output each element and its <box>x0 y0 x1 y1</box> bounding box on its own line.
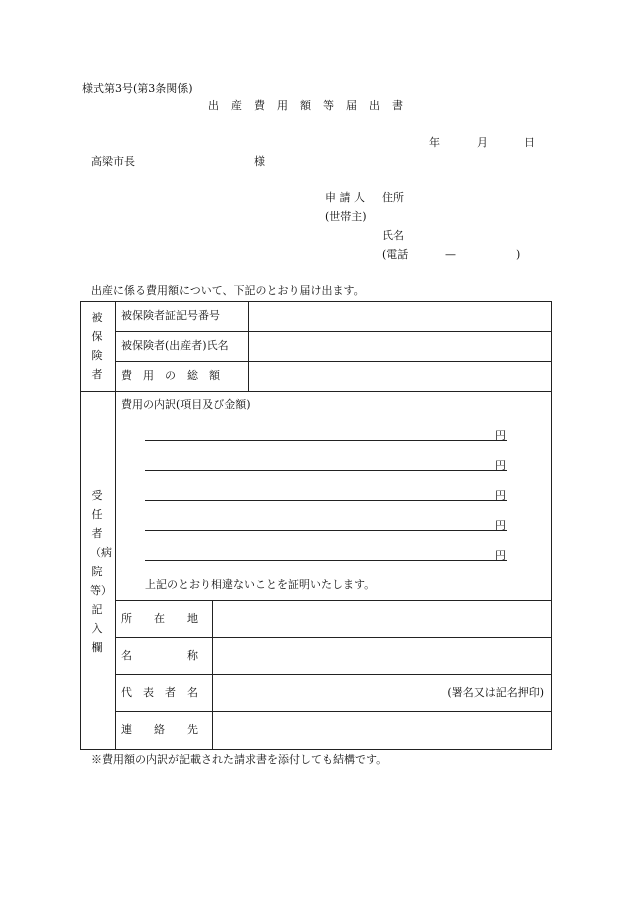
applicant-address-label: 住所 <box>382 191 404 204</box>
breakdown-line-3[interactable] <box>145 500 507 501</box>
date-day: 日 <box>524 136 535 149</box>
yen-4: 円 <box>495 519 506 532</box>
insured-id-field[interactable] <box>250 303 550 330</box>
date-month: 月 <box>477 136 488 149</box>
location-label: 所 在 地 <box>121 612 198 625</box>
representative-label: 代 表 者 名 <box>121 686 198 699</box>
addressee-honorific: 様 <box>254 155 265 168</box>
breakdown-line-2[interactable] <box>145 470 507 471</box>
breakdown-line-1[interactable] <box>145 440 507 441</box>
provider-side-label: 受任者（病院等）記入欄 <box>90 489 112 654</box>
yen-5: 円 <box>495 549 506 562</box>
contact-label: 連 絡 先 <box>121 723 198 736</box>
applicant-name-label: 氏名 <box>382 229 404 242</box>
total-cost-label: 費 用 の 総 額 <box>121 369 220 382</box>
insured-name-field[interactable] <box>250 333 550 360</box>
breakdown-line-4[interactable] <box>145 530 507 531</box>
addressee-name: 高梁市長 <box>91 155 135 168</box>
representative-field[interactable] <box>214 676 550 710</box>
provider-name-field[interactable] <box>214 639 550 673</box>
insured-side-label: 被保険者 <box>91 311 103 381</box>
signature-note: (署名又は記名押印) <box>447 686 544 699</box>
insured-name-label: 被保険者(出産者)氏名 <box>121 339 229 352</box>
certify-text: 上記のとおり相違ないことを証明いたします。 <box>145 578 376 591</box>
total-cost-field[interactable] <box>250 363 550 390</box>
applicant-phone-dash: — <box>445 248 456 261</box>
applicant-phone-close: ) <box>516 248 521 261</box>
contact-field[interactable] <box>214 713 550 748</box>
yen-2: 円 <box>495 459 506 472</box>
yen-3: 円 <box>495 489 506 502</box>
breakdown-line-5[interactable] <box>145 560 507 561</box>
form-number: 様式第3号(第3条関係) <box>82 82 193 95</box>
date-year: 年 <box>429 136 440 149</box>
page-title: 出 産 費 用 額 等 届 出 書 <box>208 99 404 112</box>
applicant-label: 申 請 人 <box>325 191 365 204</box>
location-field[interactable] <box>214 602 550 636</box>
footnote: ※費用額の内訳が記載された請求書を添付しても結構です。 <box>91 753 388 766</box>
applicant-phone-label: (電話 <box>382 248 409 261</box>
provider-name-label: 名 称 <box>121 649 198 662</box>
yen-1: 円 <box>495 429 506 442</box>
intro-text: 出産に係る費用額について、下記のとおり届け出ます。 <box>91 284 365 297</box>
breakdown-title: 費用の内訳(項目及び金額) <box>121 398 251 411</box>
insured-id-label: 被保険者証記号番号 <box>121 309 220 322</box>
applicant-sublabel: (世帯主) <box>325 210 367 223</box>
